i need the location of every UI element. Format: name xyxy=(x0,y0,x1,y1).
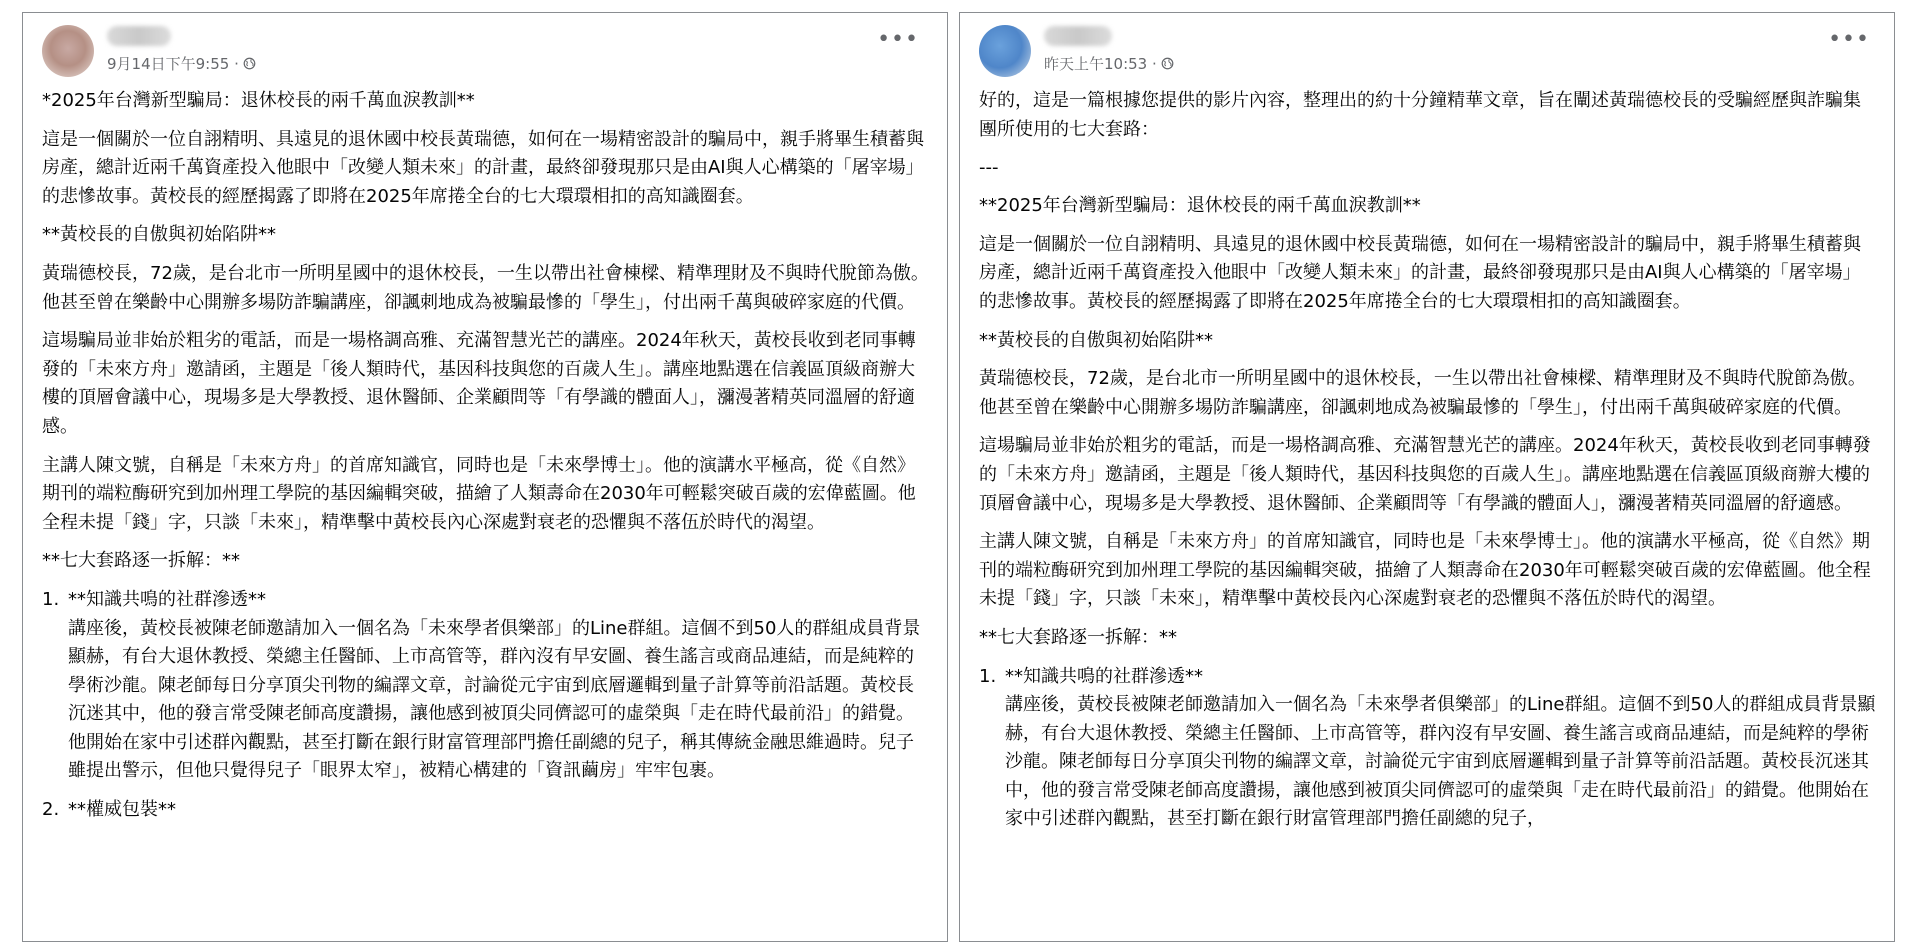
separator-line: --- xyxy=(979,157,999,179)
post-meta xyxy=(107,53,256,74)
post-paragraph: 黃瑞德校長，72歲，是台北市一所明星國中的退休校長，一生以帶出社會棟樑、精準理財及不與時代脫節為傲。他甚至曾在樂齡中心開辦多場防詐騙講座，卻諷刺地成為被騙最慘的「學生」，付出兩千萬與破碎家庭的代價。 xyxy=(979,368,1866,418)
post-meta xyxy=(1044,53,1174,74)
list-item xyxy=(42,796,929,825)
post-paragraph: **七大套路逐一拆解：** xyxy=(979,626,1177,648)
avatar[interactable] xyxy=(42,25,94,77)
post-paragraph: 主講人陳文號，自稱是「未來方舟」的首席知識官，同時也是「未來學博士」。他的演講水平極高，從《自然》期刊的端粒酶研究到加州理工學院的基因編輯突破，描繪了人類壽命在2030年可輕鬆突破百歲的宏偉藍圖。他全程未提「錢」字，只談「未來」，精準擊中黃校長內心深處對衰老的恐懼與不落伍於時代的渴望。 xyxy=(979,531,1871,610)
post-paragraph: **七大套路逐一拆解：** xyxy=(42,550,240,572)
avatar[interactable] xyxy=(979,25,1031,77)
more-options-icon[interactable]: ••• xyxy=(1828,27,1870,52)
post-timestamp[interactable]: 昨天上午10:53 · xyxy=(1044,55,1157,73)
post-paragraph: 好的，這是一篇根據您提供的影片內容，整理出的約十分鐘精華文章，旨在闡述黃瑞德校長的受騙經歷與詐騙集團所使用的七大套路： xyxy=(979,90,1861,140)
list-title: **知識共鳴的社群滲透** xyxy=(1005,665,1203,687)
post-body xyxy=(960,87,1894,834)
post-paragraph: **黃校長的自傲與初始陷阱** xyxy=(42,224,276,246)
post-header xyxy=(960,13,1894,87)
post-paragraph: 這場騙局並非始於粗劣的電話，而是一場格調高雅、充滿智慧光芒的講座。2024年秋天，黃校長收到老同事轉發的「未來方舟」邀請函，主題是「後人類時代，基因科技與您的百歲人生」。講座地點選在信義區頂級商辦大樓的頂層會議中心，現場多是大學教授、退休醫師、企業顧問等「有學識的體面人」，瀰漫著精英同溫層的舒適感。 xyxy=(979,435,1871,514)
post-paragraph: 主講人陳文號，自稱是「未來方舟」的首席知識官，同時也是「未來學博士」。他的演講水平極高，從《自然》期刊的端粒酶研究到加州理工學院的基因編輯突破，描繪了人類壽命在2030年可輕鬆突破百歲的宏偉藍圖。他全程未提「錢」字，只談「未來」，精準擊中黃校長內心深處對衰老的恐懼與不落伍於時代的渴望。 xyxy=(42,454,916,533)
post-paragraph: **黃校長的自傲與初始陷阱** xyxy=(979,329,1213,351)
post-paragraph: 這是一個關於一位自詡精明、具遠見的退休國中校長黃瑞德，如何在一場精密設計的騙局中，親手將畢生積蓄與房產，總計近兩千萬資產投入他眼中「改變人類未來」的計畫，最終卻發現那只是由AI與人心構築的「屠宰場」的悲慘故事。黃校長的經歷揭露了即將在2025年席捲全台的七大環環相扣的高知識圈套。 xyxy=(979,233,1861,312)
list-item xyxy=(42,586,929,786)
globe-icon xyxy=(1161,57,1174,70)
more-options-icon[interactable]: ••• xyxy=(877,27,919,52)
post-paragraph: *2025年台灣新型騙局：退休校長的兩千萬血淚教訓** xyxy=(42,90,475,111)
list-number: 1. xyxy=(979,665,997,687)
author-name[interactable] xyxy=(1044,26,1112,46)
post-card xyxy=(959,12,1895,942)
list-title: **知識共鳴的社群滲透** xyxy=(68,588,266,610)
list-body: 講座後，黃校長被陳老師邀請加入一個名為「未來學者俱樂部」的Line群組。這個不到50人的群組成員背景顯赫，有台大退休教授、榮總主任醫師、上市高管等，群內沒有早安圖、養生謠言或商品連結，而是純粹的學術沙龍。陳老師每日分享頂尖刊物的編譯文章，討論從元宇宙到底層邏輯到量子計算等前沿話題。黃校長沉迷其中，他的發言常受陳老師高度讚揚，讓他感到被頂尖同儕認可的虛榮與「走在時代最前沿」的錯覺。他開始在家中引述群內觀點，甚至打斷在銀行財富管理部門擔任副總的兒子， xyxy=(1005,694,1876,830)
list-item xyxy=(979,663,1876,835)
list-number: 1. xyxy=(42,588,60,610)
post-body xyxy=(23,87,947,825)
post-paragraph: 這是一個關於一位自詡精明、具遠見的退休國中校長黃瑞德，如何在一場精密設計的騙局中，親手將畢生積蓄與房產，總計近兩千萬資產投入他眼中「改變人類未來」的計畫，最終卻發現那只是由AI與人心構築的「屠宰場」的悲慘故事。黃校長的經歷揭露了即將在2025年席捲全台的七大環環相扣的高知識圈套。 xyxy=(42,128,924,207)
post-paragraph: 黃瑞德校長，72歲，是台北市一所明星國中的退休校長，一生以帶出社會棟樑、精準理財及不與時代脫節為傲。他甚至曾在樂齡中心開辦多場防詐騙講座，卻諷刺地成為被騙最慘的「學生」，付出兩千萬與破碎家庭的代價。 xyxy=(42,262,929,313)
post-header xyxy=(23,13,947,87)
globe-icon xyxy=(243,57,256,70)
post-paragraph: **2025年台灣新型騙局：退休校長的兩千萬血淚教訓** xyxy=(979,195,1421,217)
list-number: 2. xyxy=(42,799,60,821)
post-paragraph: 這場騙局並非始於粗劣的電話，而是一場格調高雅、充滿智慧光芒的講座。2024年秋天，黃校長收到老同事轉發的「未來方舟」邀請函，主題是「後人類時代，基因科技與您的百歲人生」。講座地點選在信義區頂級商辦大樓的頂層會議中心，現場多是大學教授、退休醫師、企業顧問等「有學識的體面人」，瀰漫著精英同溫層的舒適感。 xyxy=(42,330,916,437)
list-body: 講座後，黃校長被陳老師邀請加入一個名為「未來學者俱樂部」的Line群組。這個不到50人的群組成員背景顯赫，有台大退休教授、榮總主任醫師、上市高管等，群內沒有早安圖、養生謠言或商品連結，而是純粹的學術沙龍。陳老師每日分享頂尖刊物的編譯文章，討論從元宇宙到底層邏輯到量子計算等前沿話題。黃校長沉迷其中，他的發言常受陳老師高度讚揚，讓他感到被頂尖同儕認可的虛榮與「走在時代最前沿」的錯覺。他開始在家中引述群內觀點，甚至打斷在銀行財富管理部門擔任副總的兒子，稱其傳統金融思維過時。兒子雖提出警示，但他只覺得兒子「眼界太窄」，被精心構建的「資訊繭房」牢牢包裹。 xyxy=(68,617,921,782)
post-card xyxy=(22,12,948,942)
list-title: **權威包裝** xyxy=(68,799,176,821)
author-name[interactable] xyxy=(107,26,171,46)
post-timestamp[interactable]: 9月14日下午9:55 · xyxy=(107,55,239,73)
